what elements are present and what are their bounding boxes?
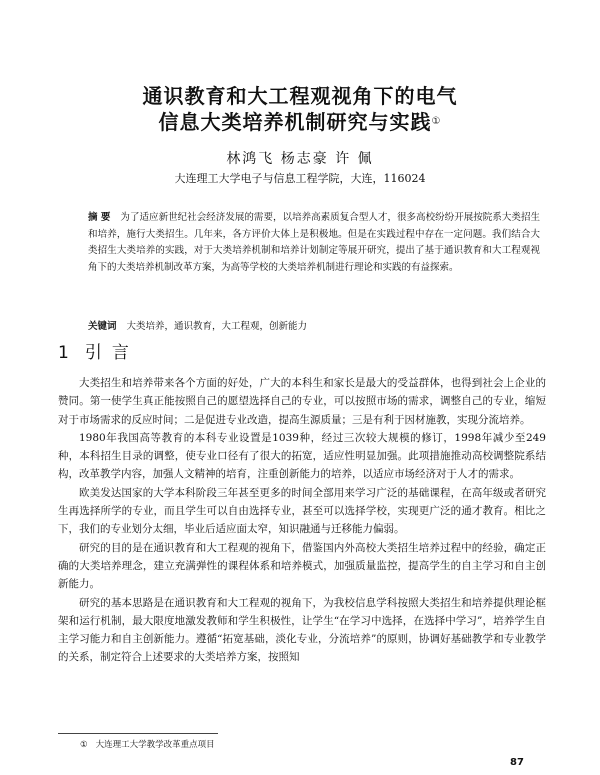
abstract	[88, 210, 540, 276]
footnote-mark: ①	[80, 740, 88, 750]
author-affiliation: 大连理工大学电子与信息工程学院，大连，116024	[174, 172, 426, 185]
keywords-text: 大类培养，通识教育，大工程观，创新能力	[126, 321, 308, 332]
title-text-1: 通识教育和大工程观视角下的电气	[142, 84, 458, 108]
keywords-label: 关键词	[88, 321, 117, 332]
keywords	[88, 320, 540, 334]
author-list: 林鸿飞 杨志豪 许 佩	[226, 151, 374, 167]
section-heading	[58, 342, 139, 364]
footnote-text: 大连理工大学教学改革重点项目	[95, 740, 215, 750]
section-title: 引言	[84, 343, 139, 363]
title-text-2: 信息大类培养机制研究与实践	[158, 110, 432, 134]
paragraph: 研究的目的是在通识教育和大工程观的视角下，借鉴国内外高校大类招生培养过程中的经验，确定正确的大类培养理念，建立充满弹性的课程体系和培养模式，加强质量监控，提高学生的自主学习和自主创新能力。	[58, 541, 546, 591]
title-footnote-mark[interactable]: ①	[431, 116, 442, 127]
footnote-divider	[58, 733, 218, 734]
page-number: 87	[510, 757, 524, 768]
paragraph: 1980年我国高等教育的本科专业设置是1039种，经过三次较大规模的修订，1998年减少至249种，本科招生目录的调整，使专业口径有了很大的拓宽，适应性明显加强。此项措施推动高校调整院系结构，改革教学内容，加强人文精神的培育，注重创新能力的培养，以适应市场经济对于人才的需求。	[58, 431, 546, 481]
footnote	[80, 739, 215, 751]
abstract-text: 为了适应新世纪社会经济发展的需要，以培养高素质复合型人才，很多高校纷纷开展按院系大类招生和培养，施行大类招生。几年来，各方评价大体上是积极地。但是在实践过程中存在一定问题。我们结合大类招生大类培养的实践，对于大类培养机制和培养计划制定等展开研究，提出了基于通识教育和大工程观视角下的大类培养机制改革方案，为高等学校的大类培养机制进行理论和实践的有益探索。	[88, 212, 540, 273]
abstract-label: 摘 要	[88, 212, 111, 223]
paper-title-line-1	[0, 84, 600, 108]
paragraph: 研究的基本思路是在通识教育和大工程观的视角下，为我校信息学科按照大类招生和培养提供理论框架和运行机制，最大限度地激发教师和学生积极性，让学生“在学习中选择，在选择中学习”，培养学生自主学习能力和自主创新能力。遵循“拓宽基础，淡化专业，分流培养”的原则，协调好基础教学和专业教学的关系，制定符合上述要求的大类培养方案，按照知	[58, 596, 546, 664]
paragraph: 大类招生和培养带来各个方面的好处，广大的本科生和家长是最大的受益群体，也得到社会上企业的赞同。第一使学生真正能按照自己的愿望选择自己的专业，可以按照市场的需求，调整自己的专业，缩短对于市场需求的反应时间；二是促进专业改造，提高生源质量；三是有利于因材施教，实现分流培养。	[58, 377, 546, 426]
section-number: 1	[58, 343, 69, 363]
paragraph: 欧美发达国家的大学本科阶段三年甚至更多的时间全部用来学习广泛的基础课程，在高年级或者研究生再选择所学的专业，而且学生可以自由选择专业，甚至可以选择学校，实现更广泛的通才教育。相比之下，我们的专业划分太细，毕业后适应面太窄，知识融通与迁移能力偏弱。	[58, 486, 546, 536]
body-text	[58, 374, 546, 667]
paper-title-line-2	[0, 110, 600, 134]
